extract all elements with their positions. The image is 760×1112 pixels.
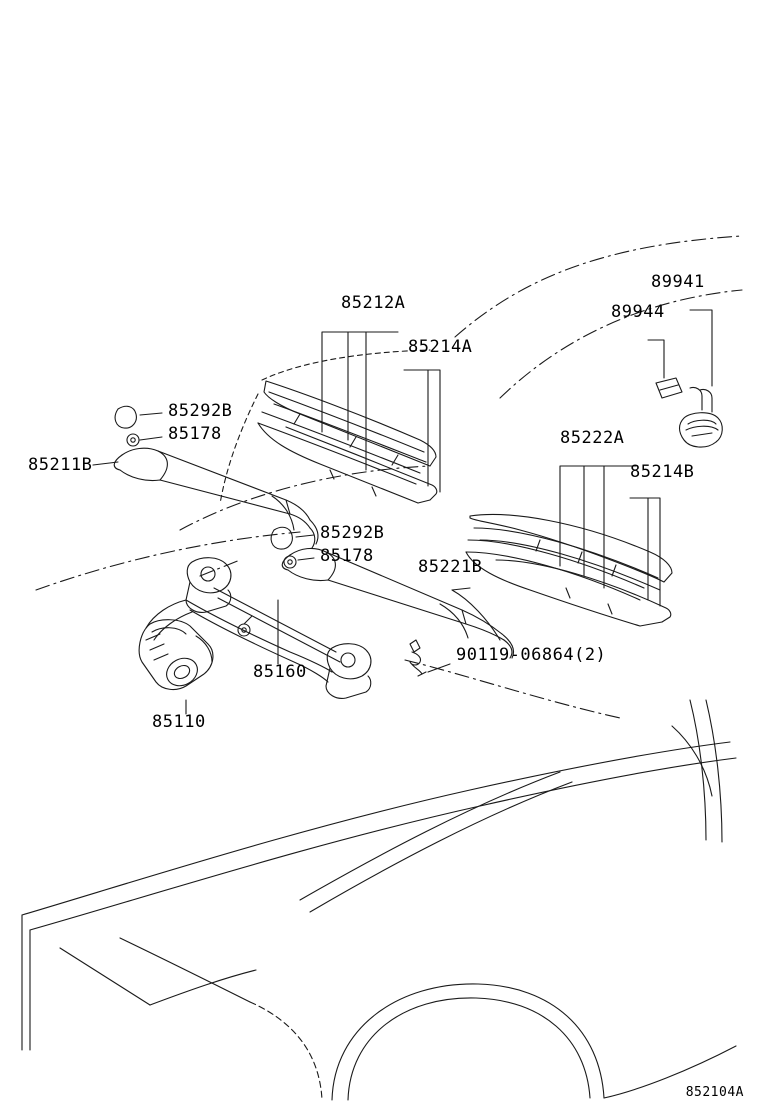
part-label-90119: 90119-06864(2)	[456, 645, 607, 665]
part-label-85292b-upper: 85292B	[168, 401, 233, 421]
driver-wiper-arm	[114, 448, 318, 548]
car-body-panels	[22, 700, 736, 1050]
part-label-89941: 89941	[651, 272, 705, 292]
passenger-arm-cap	[271, 527, 292, 549]
part-label-85221b: 85221B	[418, 557, 483, 577]
passenger-arm-nut	[284, 556, 296, 568]
leader-85292b-upper	[140, 413, 162, 415]
driver-wiper-blade	[258, 381, 437, 503]
leader-85178-upper	[140, 437, 162, 440]
wiper-motor	[139, 620, 213, 691]
leader-85292b-lower	[296, 535, 314, 537]
part-label-85160: 85160	[253, 662, 307, 682]
rocker-line	[250, 1002, 322, 1100]
leader-85221b	[452, 588, 500, 640]
leader-89941	[690, 310, 712, 386]
part-label-85292b-lower: 85292B	[320, 523, 385, 543]
part-label-85214b: 85214B	[630, 462, 695, 482]
leader-90119	[428, 664, 450, 672]
passenger-wiper-blade	[466, 515, 672, 627]
leader-85178-lower	[298, 558, 314, 560]
part-label-85212a: 85212A	[341, 293, 406, 313]
part-label-89944: 89944	[611, 302, 665, 322]
part-label-85178-upper: 85178	[168, 424, 222, 444]
part-label-85222a: 85222A	[560, 428, 625, 448]
part-label-85110: 85110	[152, 712, 206, 732]
wheel-arch	[332, 984, 604, 1100]
windshield-edge	[262, 350, 430, 380]
part-label-85214a: 85214A	[408, 337, 473, 357]
part-label-85211b: 85211B	[28, 455, 93, 475]
leader-89944	[648, 340, 664, 378]
figure-code: 852104A	[685, 1085, 744, 1100]
rain-sensor	[680, 387, 723, 447]
rain-sensor-bracket	[656, 378, 682, 398]
driver-arm-cap	[115, 406, 136, 428]
bolt-spring	[410, 640, 426, 676]
driver-arm-nut	[127, 434, 139, 446]
part-label-85178-lower: 85178	[320, 546, 374, 566]
